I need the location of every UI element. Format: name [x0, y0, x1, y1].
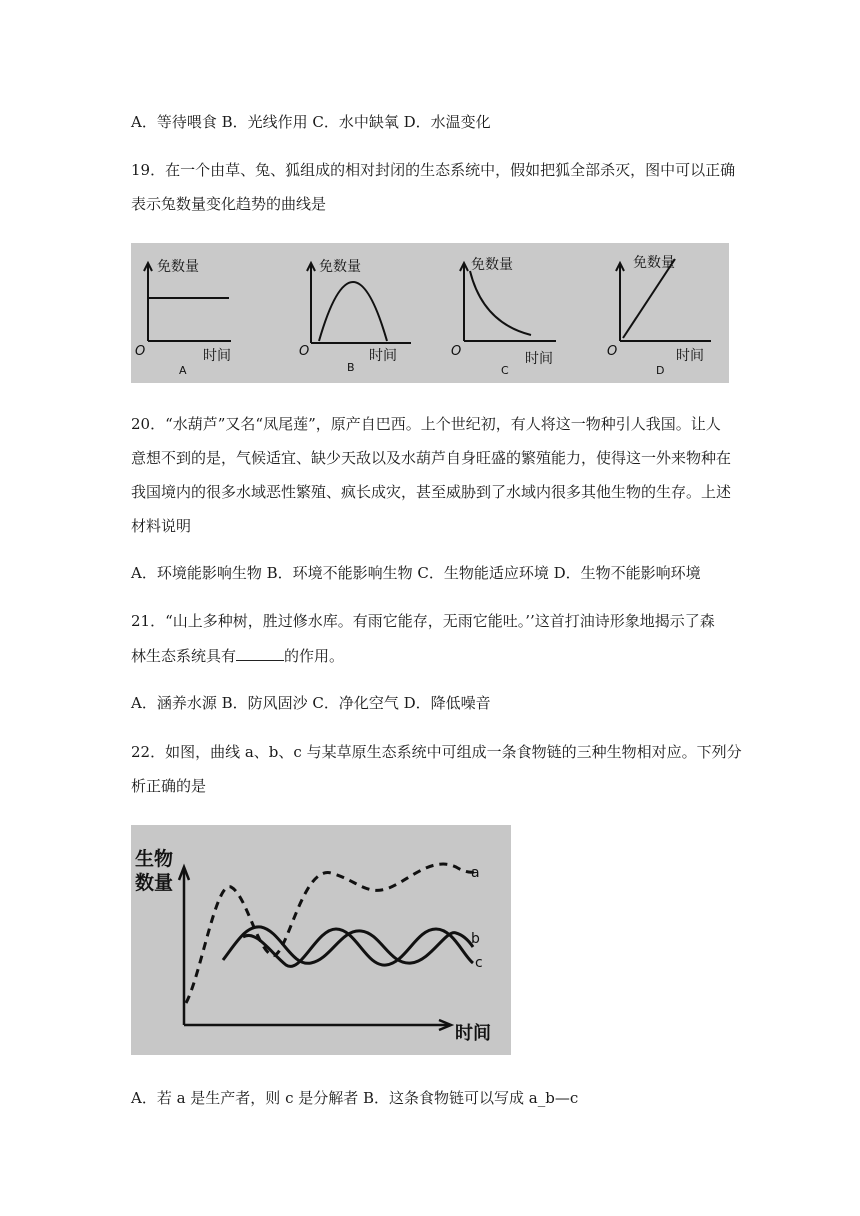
q22-curve-a [186, 864, 476, 1003]
q21-options: A．涵养水源 B．防风固沙 C．净化空气 D．降低噪音 [131, 694, 491, 712]
q19-panel-b-origin: O [299, 344, 310, 359]
q19-panel-c [460, 263, 556, 341]
q19-panel-c-xlabel: 时间 [525, 351, 553, 367]
q19-stem-line2: 表示兔数量变化趋势的曲线是 [131, 195, 327, 213]
q22-ylabel-line2: 数量 [135, 872, 174, 894]
q19-panel-d-ylabel: 免数量 [633, 255, 675, 271]
q20-options: A．环境能影响生物 B．环境不能影响生物 C．生物能适应环境 D．生物不能影响环境 [131, 564, 701, 582]
q19-panel-b [307, 263, 411, 343]
q22-line2: 析正确的是 [131, 777, 207, 795]
q21-line2-before: 林生态系统具有 [131, 647, 237, 665]
q19-panel-c-origin: O [451, 344, 462, 359]
q22-curve-c [243, 929, 473, 966]
q19-panel-d-letter: D [656, 364, 665, 377]
q22-ylabel-line1: 生物 [135, 848, 174, 870]
q21-line2 [131, 645, 344, 666]
q19-panel-d-origin: O [607, 344, 618, 359]
q19-panel-a-ylabel: 免数量 [157, 259, 199, 275]
q20-line1: 20．“水葫芦”又名“凤尾莲”，原产自巴西。上个世纪初，有人将这一物种引人我国。让人 [131, 415, 721, 433]
q19-panel-c-letter: C [501, 364, 509, 377]
q19-figure [131, 243, 729, 383]
q22-label-c: c [475, 955, 483, 971]
q19-stem-line1: 19．在一个由草、兔、狐组成的相对封闭的生态系统中，假如把狐全部杀灭，图中可以正确 [131, 161, 736, 179]
q19-panel-a-origin: O [135, 344, 146, 359]
q21-line2-after: 的作用。 [284, 647, 345, 665]
q19-panel-a-xlabel: 时间 [203, 348, 231, 364]
q22-line1: 22．如图，曲线 a、b、c 与某草原生态系统中可组成一条食物链的三种生物相对应。下列分 [131, 743, 742, 761]
q20-line4: 材料说明 [131, 517, 192, 535]
q22-label-a: a [471, 865, 480, 881]
q18-options: A．等待喂食 B．光线作用 C．水中缺氧 D．水温变化 [131, 113, 491, 131]
q20-line2: 意想不到的是，气候适宜、缺少天敌以及水葫芦自身旺盛的繁殖能力，使得这一外来物种在 [131, 449, 732, 467]
q19-panel-c-ylabel: 免数量 [471, 257, 513, 273]
q20-line3: 我国境内的很多水域恶性繁殖、疯长成灾，甚至威胁到了水域内很多其他生物的生存。上述 [131, 483, 732, 501]
q19-panel-a-letter: A [179, 364, 187, 377]
q19-panel-b-xlabel: 时间 [369, 348, 397, 364]
q22-options: A．若 a 是生产者，则 c 是分解者 B．这条食物链可以写成 a_b—c [131, 1089, 579, 1107]
q19-panel-d-xlabel: 时间 [676, 348, 704, 364]
q19-panel-b-letter: B [347, 361, 355, 374]
q21-answer-blank [236, 645, 284, 661]
q21-line1: 21．“山上多种树，胜过修水库。有雨它能存，无雨它能吐。’’这首打油诗形象地揭示了森 [131, 612, 715, 630]
q19-panel-d [616, 259, 711, 341]
q19-panel-b-ylabel: 免数量 [319, 259, 361, 275]
q22-xlabel: 时间 [455, 1023, 491, 1044]
q22-label-b: b [471, 931, 480, 947]
q22-figure [131, 825, 511, 1055]
